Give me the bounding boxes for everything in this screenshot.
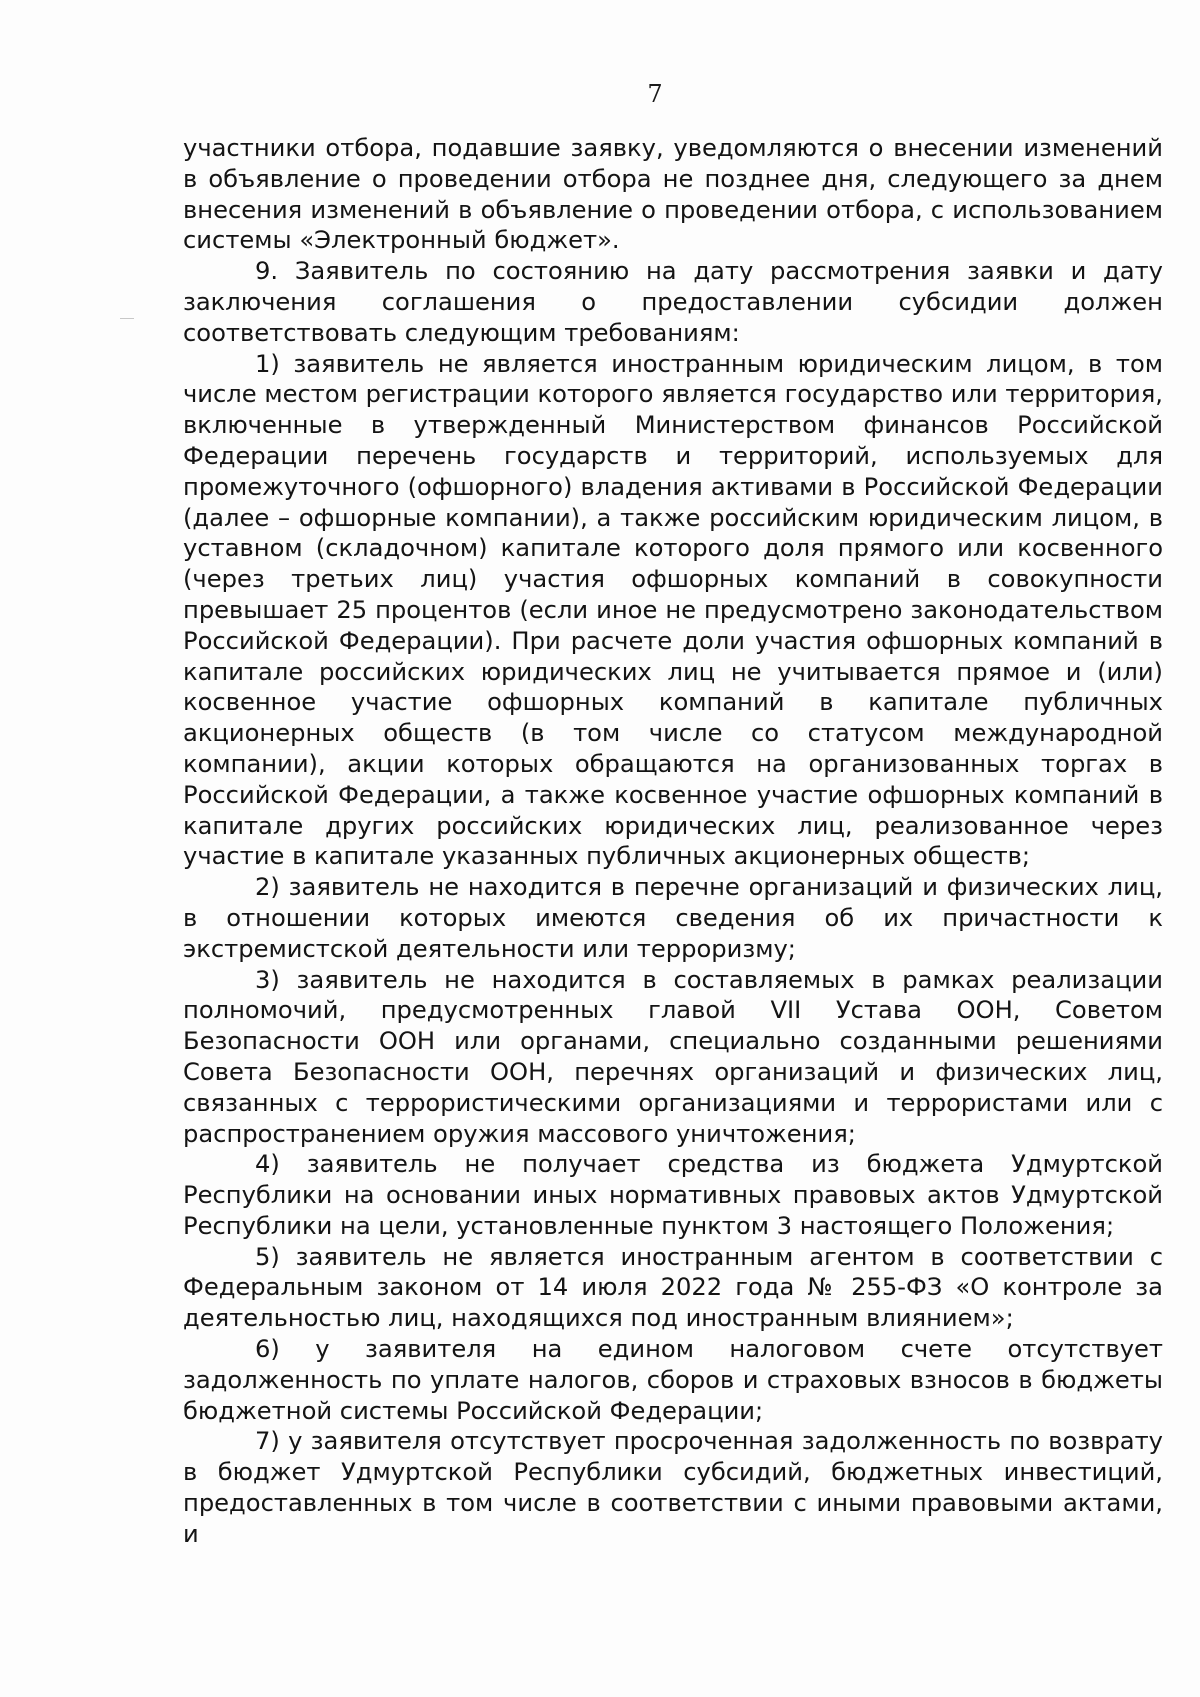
document-body [183, 133, 1163, 1550]
paragraph-requirement-3: 3) заявитель не находится в составляемых в рамках реализации полномочий, предусмотренных главой VII Устава ООН, Советом Безопасности ООН или органами, специально созданными решениями Совета Безопасности ООН, перечнях организаций и физических лиц, связанных с террористическими организациями и террористами или с распространением оружия массового уничтожения; [183, 965, 1163, 1148]
paragraph-requirement-7: 7) у заявителя отсутствует просроченная задолженность по возврату в бюджет Удмуртской Республики субсидий, бюджетных инвестиций, предоставленных в том числе в соответствии с иными правовыми актами, и [183, 1427, 1163, 1548]
paragraph-continuation: участники отбора, подавшие заявку, уведомляются о внесении изменений в объявление о проведении отбора не позднее дня, следующего за днем внесения изменений в объявление о проведении отбора, с использованием системы «Электронный бюджет». [183, 134, 1163, 255]
paragraph-requirement-6: 6) у заявителя на едином налоговом счете отсутствует задолженность по уплате налогов, сборов и страховых взносов в бюджеты бюджетной системы Российской Федерации; [183, 1335, 1163, 1425]
paragraph-requirement-5: 5) заявитель не является иностранным агентом в соответствии с Федеральным законом от 14 июля 2022 года № 255-ФЗ «О контроле за деятельностью лиц, находящихся под иностранным влиянием»; [183, 1242, 1163, 1333]
paragraph-requirement-4: 4) заявитель не получает средства из бюджета Удмуртской Республики на основании иных нормативных правовых актов Удмуртской Республики на цели, установленные пунктом 3 настоящего Положения; [183, 1150, 1163, 1240]
scan-artifact [120, 318, 134, 319]
page-number: 7 [647, 80, 663, 108]
paragraph-requirement-1: 1) заявитель не является иностранным юридическим лицом, в том числе местом регистрации которого является государство или территория, включенные в утвержденный Министерством финансов Российской Федерации перечень государств и территорий, используемых для промежуточного (офшорного) владения активами в Российской Федерации (далее – офшорные компании), а также российским юридическим лицом, в уставном (складочном) капитале которого доля прямого или косвенного (через третьих лиц) участия офшорных компаний в совокупности превышает 25 процентов (если иное не предусмотрено законодательством Российской Федерации). При расчете доли участия офшорных компаний в капитале российских юридических лиц не учитывается прямое и (или) косвенное участие офшорных компаний в капитале публичных акционерных обществ (в том числе со статусом международной компании), акции которых обращаются на организованных торгах в Российской Федерации, а также косвенное участие офшорных компаний в капитале других российских юридических лиц, реализованное через участие в капитале указанных публичных акционерных обществ; [183, 349, 1163, 871]
paragraph-requirement-2: 2) заявитель не находится в перечне организаций и физических лиц, в отношении которых имеются сведения об их причастности к экстремистской деятельности или терроризму; [183, 873, 1163, 963]
paragraph-item-9: 9. Заявитель по состоянию на дату рассмотрения заявки и дату заключения соглашения о предоставлении субсидии должен соответствовать следующим требованиям: [183, 257, 1163, 347]
